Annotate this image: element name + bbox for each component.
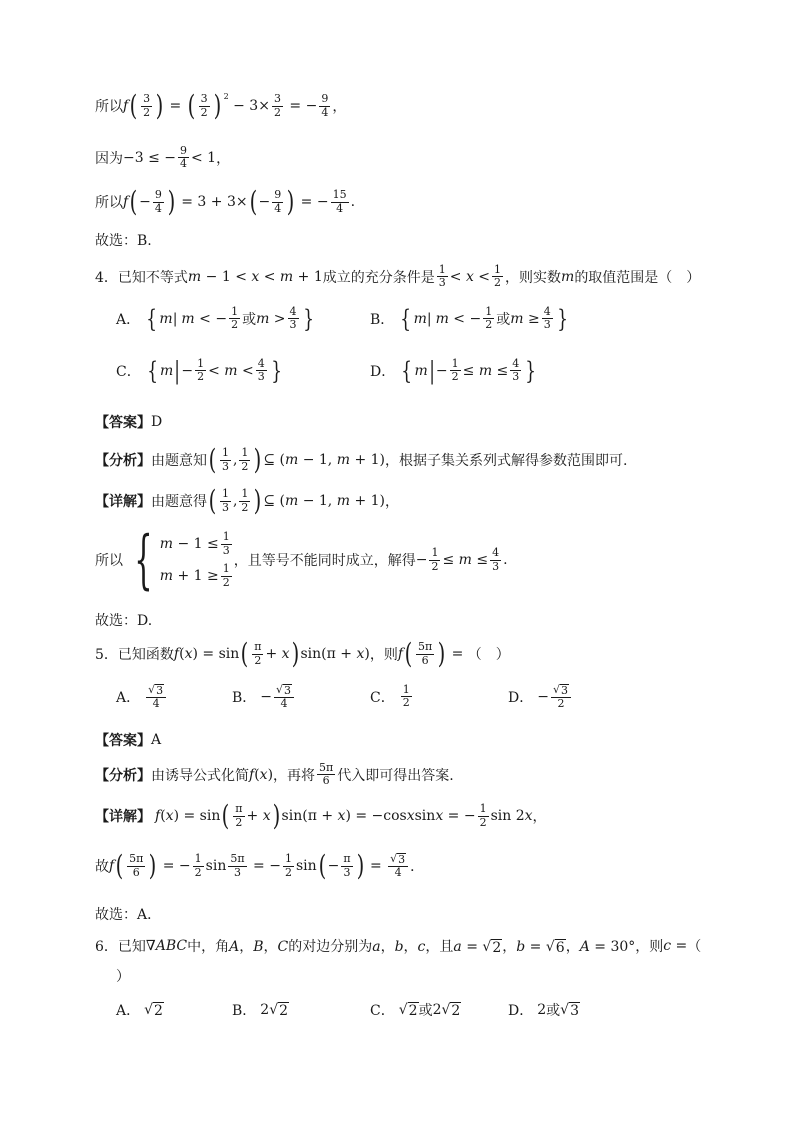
q6-option-c[interactable]: C． √ 2 或 2√ 2 <box>370 1001 461 1019</box>
q4-answer: 【答案】 D <box>95 414 163 431</box>
sec3-line1: 所以 f ( $\frac{3}{2}$ ) = ( $\frac{3}{2}$ ) 2 − 3× $\frac{3}{2}$ = − $\frac{9}{4}$ ， <box>95 89 347 122</box>
q4-stem: 4．已知不等式 m − 1 < x < m + 1 成立的充分条件是 $\frac{1}{3}$ < x < $\frac{1}{2}$ ，则实数 m 的取值范围是（ ） <box>95 263 701 290</box>
q5-detail-2: 故 f ( $\frac{5\pi}{6}$ ) = − $\frac{1}{2}$ sin $\frac{5\pi}{3}$ = − $\frac{1}{2}$ sin ( − $\frac{\pi}{3}$ ) = √ 3 4 ． <box>95 849 425 882</box>
q5-option-b[interactable]: B． − √ 3 4 <box>232 684 296 710</box>
q4-option-a[interactable]: A． { m | m < − $\frac{1}{2}$ 或 m > $\frac{4}{3}$ } <box>116 304 314 333</box>
q5-final: 故选：A． <box>95 907 162 923</box>
q4-system: 所以 { m − 1 ≤ $\frac{1}{3}$ m + 1 ≥ $\frac{1}{2}$ ，且等号不能同时成立，解得 − $\frac{1}{2}$ ≤ m ≤ $\frac{4}{3}$ . <box>95 523 508 597</box>
q5-stem: 5．已知函数 f(x) = sin ( $\frac{\pi}{2}$ + x ) sin(π + x) ，则 f ( $\frac{5\pi}{6}$ ) = （ ） <box>95 637 510 670</box>
q4-detail: 【详解】 由题意得 ( $\frac{1}{3}$ , $\frac{1}{2}$ ) ⊆ (m − 1, m + 1) ， <box>95 484 399 517</box>
sec3-line2: 因为 −3 ≤ − $\frac{9}{4}$ < 1 ， <box>95 144 231 171</box>
q4-analysis: 【分析】 由题意知 ( $\frac{1}{3}$ , $\frac{1}{2}$ ) ⊆ (m − 1, m + 1) ，根据子集关系列式解得参数范围即可. <box>95 443 628 476</box>
sec3-answer: 故选：B. <box>95 233 152 249</box>
q5-answer: 【答案】 A <box>95 732 162 749</box>
sec3-line3: 所以 f ( − $\frac{9}{4}$ ) = 3 + 3× ( − $\frac{9}{4}$ ) = − $\frac{15}{4}$ . <box>95 185 356 218</box>
q4-option-d[interactable]: D． { m | − $\frac{1}{2}$ ≤ m ≤ $\frac{4}{3}$ } <box>370 356 537 385</box>
q4-option-c[interactable]: C． { m | − $\frac{1}{2}$ < m < $\frac{4}{3}$ } <box>116 356 282 385</box>
q4-option-b[interactable]: B． { m | m < − $\frac{1}{2}$ 或 m ≥ $\frac{4}{3}$ } <box>370 304 568 333</box>
q6-stem-close: ） <box>116 969 130 985</box>
q6-stem: 6．已知 ∇ABC 中，角 A，B，C 的对边分别为 a，b，c ，且 a = √ 2 ，b = √ 6 ，A = 30° ，则 c = （ <box>95 938 702 956</box>
q6-option-b[interactable]: B． 2√ 2 <box>232 1001 289 1019</box>
q5-detail: 【详解】 f(x) = sin ( $\frac{\pi}{2}$ + x ) sin(π + x) = −cosxsinx = − $\frac{1}{2}$ sin 2x ， <box>95 799 547 832</box>
q5-option-c[interactable]: C． $\frac{1}{2}$ <box>370 683 410 710</box>
q5-option-d[interactable]: D． − √ 3 2 <box>508 684 573 710</box>
q5-analysis: 【分析】 由诱导公式化简 f(x) ，再将 $\frac{5\pi}{6}$ 代入即可得出答案. <box>95 761 454 788</box>
q6-option-d[interactable]: D． 2 或 √ 3 <box>508 1001 579 1019</box>
q4-final: 故选：D. <box>95 613 153 629</box>
q5-option-a[interactable]: A． √ 3 4 <box>116 684 168 710</box>
q6-option-a[interactable]: A． √ 2 <box>116 1001 163 1019</box>
